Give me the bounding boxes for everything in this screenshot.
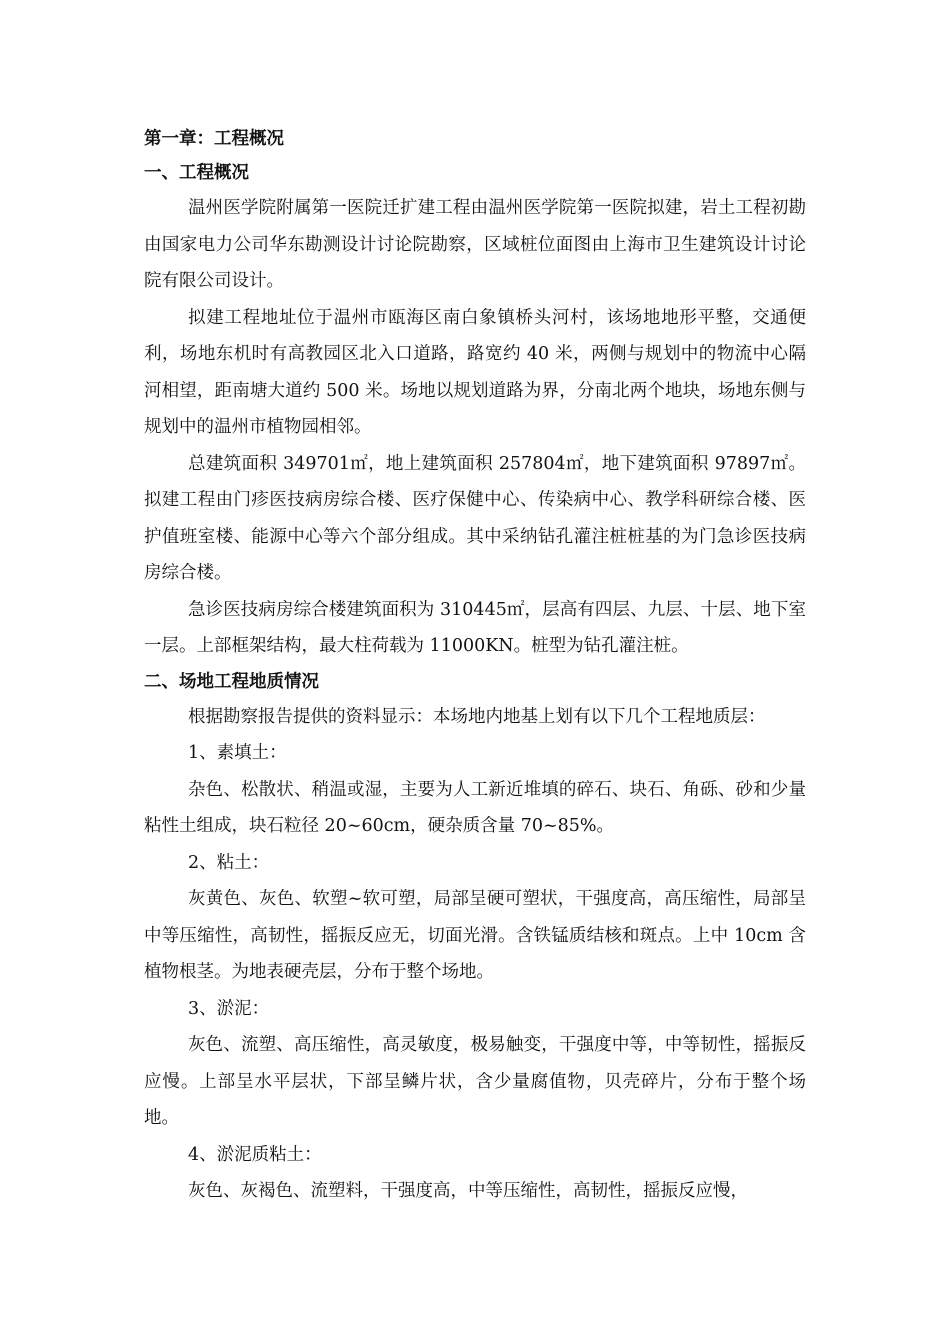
document-body xyxy=(144,122,806,1210)
paragraph: 总建筑面积 349701㎡，地上建筑面积 257804㎡，地下建筑面积 97897㎡。拟建工程由门疹医技病房综合楼、医疗保健中心、传染病中心、教学科研综合楼、医护值班室楼、能源中心等六个部分组成。其中采纳钻孔灌注桩桩基的为门急诊医技病房综合楼。 xyxy=(144,453,806,583)
paragraph: 根据勘察报告提供的资料显示：本场地内地基上划有以下几个工程地质层： xyxy=(188,706,766,727)
chapter-title: 第一章：工程概况 xyxy=(144,129,284,149)
paragraph: 温州医学院附属第一医院迁扩建工程由温州医学院第一医院拟建，岩土工程初勘由国家电力公司华东勘测设计讨论院勘察，区域桩位面图由上海市卫生建筑设计讨论院有限公司设计。 xyxy=(144,198,806,291)
layer-description: 灰色、灰褐色、流塑料，干强度高，中等压缩性，高韧性，摇振反应慢， xyxy=(188,1181,748,1201)
section-heading: 二、场地工程地质情况 xyxy=(144,671,319,692)
section-heading: 一、工程概况 xyxy=(144,163,249,183)
layer-title: 4、淤泥质粘土： xyxy=(188,1144,322,1165)
layer-title: 3、淤泥： xyxy=(188,998,270,1019)
layer-title: 1、素填土： xyxy=(188,743,287,763)
paragraph: 急诊医技病房综合楼建筑面积为 310445㎡，层高有四层、九层、十层、地下室一层。上部框架结构，最大柱荷载为 11000KN。桩型为钻孔灌注桩。 xyxy=(144,599,806,656)
layer-description: 杂色、松散状、稍温或湿，主要为人工新近堆填的碎石、块石、角砾、砂和少量粘性土组成，块石粒径 20~60cm，硬杂质含量 70~85%。 xyxy=(144,779,806,836)
layer-description: 灰黄色、灰色、软塑~软可塑，局部呈硬可塑状，干强度高，高压缩性，局部呈中等压缩性，高韧性，摇振反应无，切面光滑。含铁锰质结核和斑点。上中 10cm 含植物根茎。为地表硬壳层，分布于整个场地。 xyxy=(144,889,806,982)
layer-title: 2、粘土： xyxy=(188,852,270,873)
layer-description: 灰色、流塑、高压缩性，高灵敏度，极易触变，干强度中等，中等韧性，摇振反应慢。上部呈水平层状，下部呈鳞片状，含少量腐值物，贝壳碎片，分布于整个场地。 xyxy=(144,1035,806,1128)
paragraph: 拟建工程地址位于温州市瓯海区南白象镇桥头河村，该场地地形平整，交通便利，场地东机时有高教园区北入口道路，路宽约 40 米，两侧与规划中的物流中心隔河相望，距南塘大道约 500 米。场地以规划道路为界，分南北两个地块，场地东侧与规划中的温州市植物园相邻。 xyxy=(144,307,806,437)
